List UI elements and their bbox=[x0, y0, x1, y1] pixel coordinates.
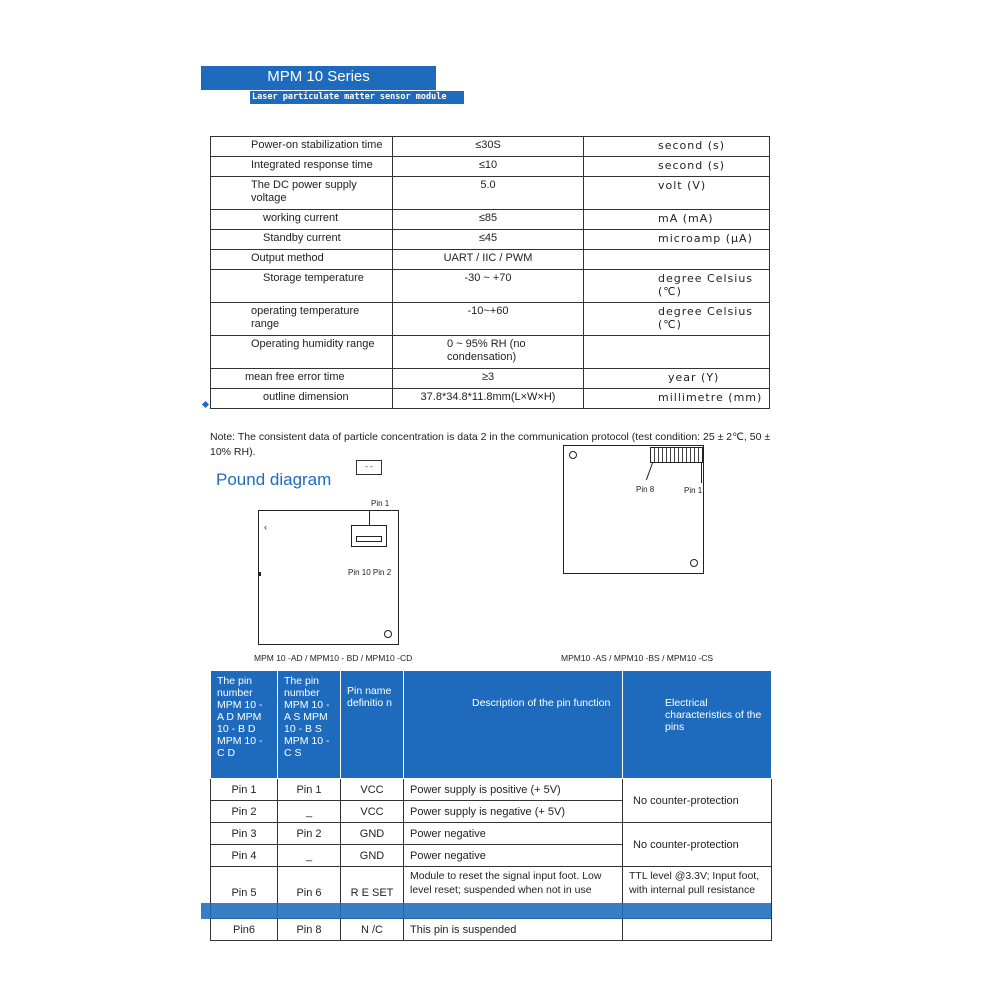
footer-stripe bbox=[201, 903, 771, 919]
pin-as: Pin 2 bbox=[278, 823, 341, 845]
spec-row bbox=[211, 303, 770, 336]
spec-value: -30 ~ +70 bbox=[393, 270, 584, 303]
pin-ad: Pin 1 bbox=[211, 779, 278, 801]
left-pin10-pin2-label: Pin 10 Pin 2 bbox=[348, 568, 392, 577]
spec-row bbox=[211, 177, 770, 210]
pin1-right-leader-line bbox=[701, 463, 702, 483]
spec-row bbox=[211, 137, 770, 157]
pin-as: Pin 1 bbox=[278, 779, 341, 801]
connector-inner bbox=[356, 536, 382, 542]
spec-row bbox=[211, 157, 770, 177]
spec-value: ≤45 bbox=[393, 230, 584, 250]
page-title: MPM 10 Series bbox=[267, 68, 370, 85]
spec-unit: millimetre (mm) bbox=[584, 389, 770, 409]
spec-row bbox=[211, 389, 770, 409]
pin-table-header-row bbox=[211, 671, 772, 779]
spec-value: ≤85 bbox=[393, 210, 584, 230]
spec-row bbox=[211, 230, 770, 250]
pin-electrical: TTL level @3.3V; Input foot, with internal pull resistance bbox=[623, 867, 772, 919]
mount-hole-icon bbox=[384, 630, 392, 638]
table-row bbox=[211, 779, 772, 801]
right-pin1-label: Pin 1 bbox=[684, 486, 703, 495]
spec-unit: volt (V) bbox=[584, 177, 770, 210]
pin-name: GND bbox=[341, 823, 404, 845]
pin-table bbox=[210, 670, 772, 941]
spec-value: 0 ~ 95% RH (no condensation) bbox=[393, 336, 584, 369]
pin-as: Pin 8 bbox=[278, 919, 341, 941]
pin-ad: Pin 3 bbox=[211, 823, 278, 845]
spec-param: Output method bbox=[211, 250, 393, 270]
spec-row bbox=[211, 270, 770, 303]
spec-param: Storage temperature bbox=[211, 270, 393, 303]
spec-row bbox=[211, 369, 770, 389]
spec-value: ≥3 bbox=[393, 369, 584, 389]
spec-value: UART / IIC / PWM bbox=[393, 250, 584, 270]
pin-ad: Pin 2 bbox=[211, 801, 278, 823]
row-marker-icon bbox=[202, 401, 209, 408]
left-pin1-label: Pin 1 bbox=[371, 499, 390, 508]
spec-row bbox=[211, 250, 770, 270]
spec-row bbox=[211, 210, 770, 230]
pin-description: Power negative bbox=[404, 823, 623, 845]
spec-unit: second (s) bbox=[584, 157, 770, 177]
pin-as: _ bbox=[278, 801, 341, 823]
pin1-leader-line bbox=[369, 510, 370, 525]
note-text: Note: The consistent data of particle concentration is data 2 in the communication protocol (test condition: 25 ± 2℃, 50 ± 10% RH). bbox=[210, 431, 771, 458]
spec-unit: degree Celsius (℃) bbox=[584, 303, 770, 336]
spec-param: mean free error time bbox=[211, 369, 393, 389]
spec-unit: degree Celsius (℃) bbox=[584, 270, 770, 303]
corner-mark-icon: ‹ bbox=[264, 522, 267, 532]
header-pin-as: The pin number MPM 10 - A S MPM 10 - B S MPM 10 - C S bbox=[278, 671, 341, 779]
header-pin-ad: The pin number MPM 10 - A D MPM 10 - B D MPM 10 - C D bbox=[211, 671, 278, 779]
spec-param: Integrated response time bbox=[211, 157, 393, 177]
spec-unit: second (s) bbox=[584, 137, 770, 157]
spec-param: operating temperature range bbox=[211, 303, 393, 336]
right-board-outline bbox=[563, 445, 704, 574]
mount-hole-icon bbox=[690, 559, 698, 567]
pin-ad: Pin 5 bbox=[211, 867, 278, 919]
spec-param: Power-on stabilization time bbox=[211, 137, 393, 157]
edge-mark-icon bbox=[258, 572, 261, 576]
left-board-caption: MPM 10 -AD / MPM10 - BD / MPM10 -CD bbox=[254, 653, 413, 663]
spec-unit: microamp (μA) bbox=[584, 230, 770, 250]
right-board-caption: MPM10 -AS / MPM10 -BS / MPM10 -CS bbox=[561, 653, 714, 663]
spec-unit bbox=[584, 250, 770, 270]
spec-param: The DC power supply voltage bbox=[211, 177, 393, 210]
table-row bbox=[211, 823, 772, 845]
pin-ad: Pin 4 bbox=[211, 845, 278, 867]
spec-row bbox=[211, 336, 770, 369]
page-subtitle: Laser particulate matter sensor module bbox=[250, 91, 464, 104]
right-pin8-label: Pin 8 bbox=[636, 485, 655, 494]
spec-value: ≤10 bbox=[393, 157, 584, 177]
spec-param: working current bbox=[211, 210, 393, 230]
spec-value: ≤30S bbox=[393, 137, 584, 157]
pin-electrical-empty bbox=[623, 919, 772, 941]
spec-table bbox=[210, 136, 770, 409]
pin-name: N /C bbox=[341, 919, 404, 941]
pin-electrical: No counter-protection bbox=[623, 823, 772, 867]
spec-value: -10~+60 bbox=[393, 303, 584, 336]
spec-param: outline dimension bbox=[211, 389, 393, 409]
connector-icon: - - bbox=[356, 460, 382, 475]
pin-description: Power negative bbox=[404, 845, 623, 867]
header-pin-name: Pin name definitio n bbox=[341, 671, 404, 779]
pin-description: This pin is suspended bbox=[404, 919, 623, 941]
section-title: Pound diagram bbox=[216, 470, 332, 489]
spec-unit bbox=[584, 336, 770, 369]
spec-unit: year (Y) bbox=[584, 369, 770, 389]
pin-as: _ bbox=[278, 845, 341, 867]
spec-value: 5.0 bbox=[393, 177, 584, 210]
spec-unit: mA (mA) bbox=[584, 210, 770, 230]
mount-hole-icon bbox=[569, 451, 577, 459]
pin-ad: Pin6 bbox=[211, 919, 278, 941]
table-row bbox=[211, 919, 772, 941]
pin-name: R E SET bbox=[341, 867, 404, 919]
pin-as: Pin 6 bbox=[278, 867, 341, 919]
pin-name: VCC bbox=[341, 801, 404, 823]
header-description: Description of the pin function bbox=[404, 671, 623, 779]
pin-description: Power supply is positive (+ 5V) bbox=[404, 779, 623, 801]
spec-value: 37.8*34.8*11.8mm(L×W×H) bbox=[393, 389, 584, 409]
pin-name: GND bbox=[341, 845, 404, 867]
spec-param: Standby current bbox=[211, 230, 393, 250]
pin-name: VCC bbox=[341, 779, 404, 801]
spec-param: Operating humidity range bbox=[211, 336, 393, 369]
pin-electrical: No counter-protection bbox=[623, 779, 772, 823]
header-electrical: Electrical characteristics of the pins bbox=[623, 671, 772, 779]
pin-description: Module to reset the signal input foot. Low level reset; suspended when not in use bbox=[404, 867, 623, 919]
right-connector bbox=[650, 447, 703, 463]
pin-description: Power supply is negative (+ 5V) bbox=[404, 801, 623, 823]
